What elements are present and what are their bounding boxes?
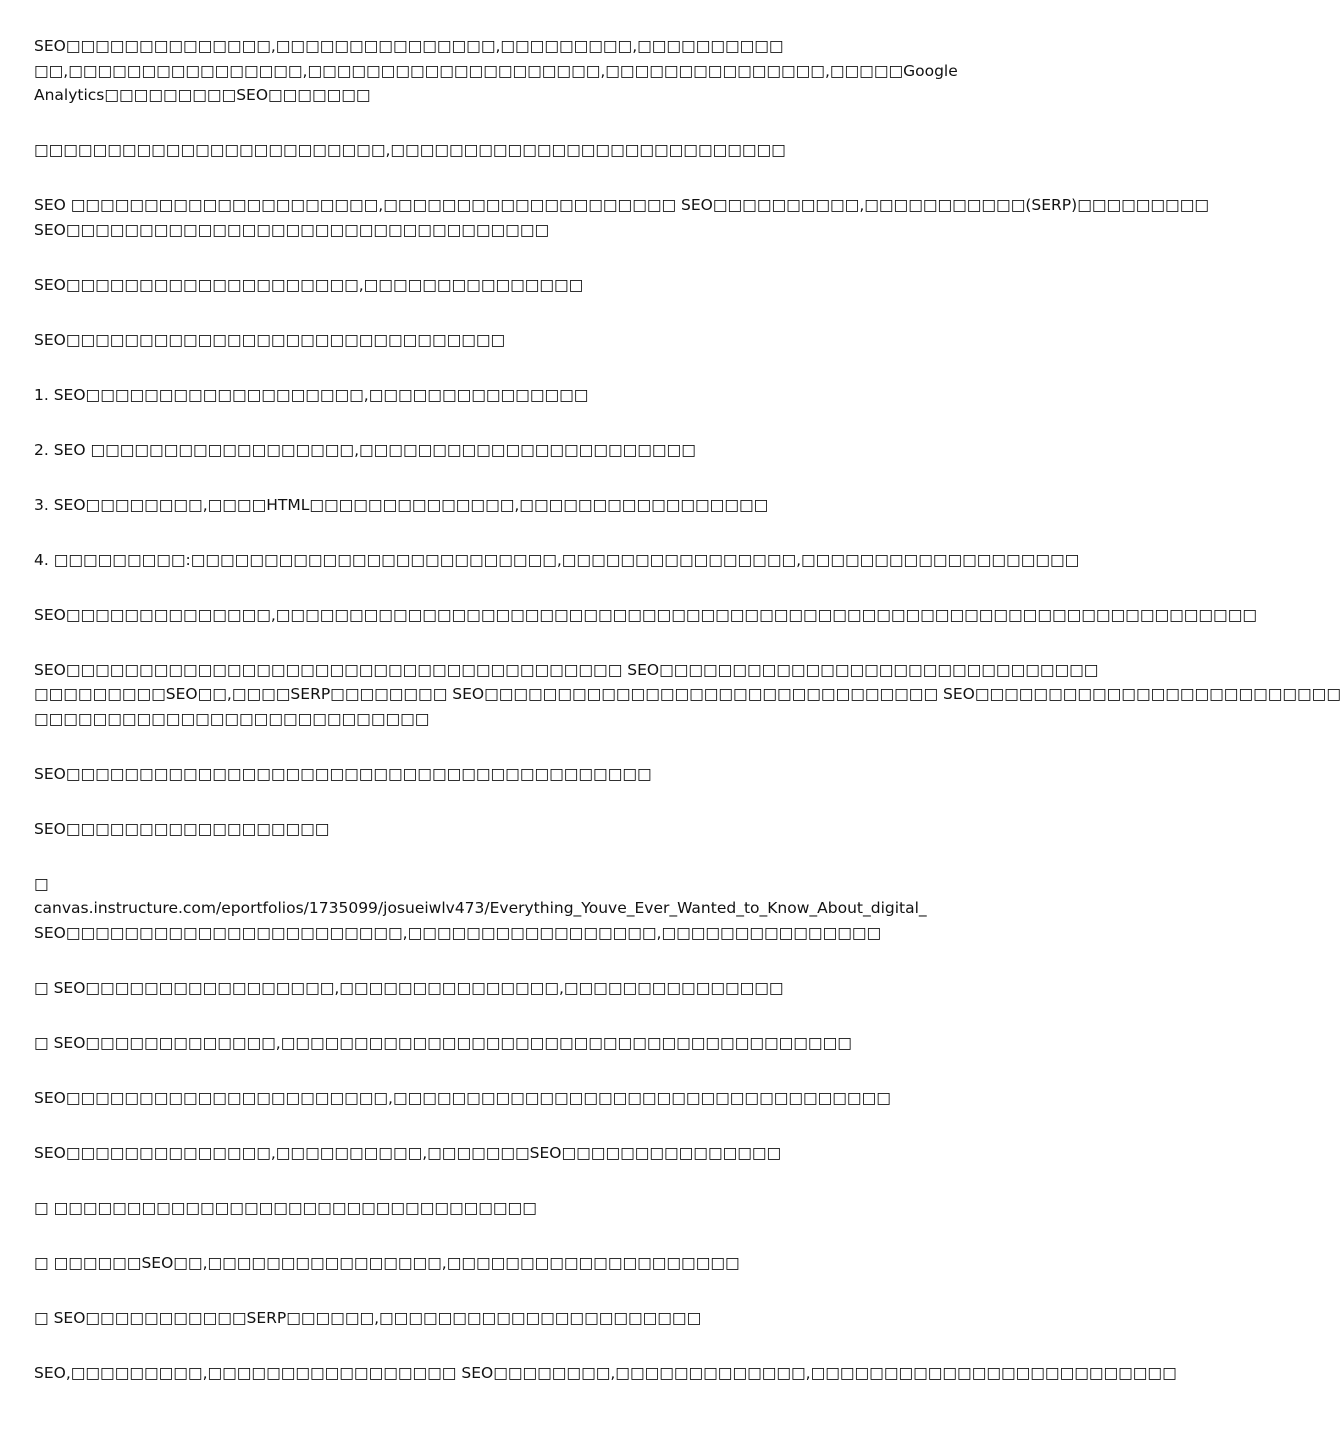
paragraph	[34, 438, 1004, 463]
text-line: SEO□□□□□□□□□□□□□□□□□□□□□□□□□□□□□□□□□□□□□□ SEO□□□□□□□□□□□□□□□□□□□□□□□□□□□□□□	[34, 660, 1099, 679]
paragraph	[34, 1141, 1004, 1166]
text-line: Analytics□□□□□□□□□SEO□□□□□□□	[34, 86, 371, 104]
text-line: □□□□□□□□□SEO□□,□□□□SERP□□□□□□□□ SEO□□□□□□□□□□□□□□□□□□□□□□□□□□□□□□□ SEO□□□□□□□□□□□□□□□□□□□□□□□□□	[34, 685, 1341, 703]
paragraph	[34, 658, 1341, 732]
text-line: SEO□□□□□□□□□□□□□□□□□□□□□□□□□□□□□□□□□	[34, 220, 550, 239]
paragraph	[34, 328, 1004, 353]
text-line: SEO □□□□□□□□□□□□□□□□□□□□□,□□□□□□□□□□□□□□□□□□□□ SEO□□□□□□□□□□,□□□□□□□□□□□(SERP)□□□□□□□□□	[34, 196, 1209, 214]
paragraph	[34, 1086, 1004, 1111]
text-line: SEO□□□□□□□□□□□□□□□□□□□□,□□□□□□□□□□□□□□□	[34, 275, 584, 294]
paragraph	[34, 1196, 1004, 1221]
paragraph	[34, 976, 1004, 1001]
paragraph	[34, 138, 1004, 163]
text-line: 4. □□□□□□□□□:□□□□□□□□□□□□□□□□□□□□□□□□□,□□□□□□□□□□□□□□□□,□□□□□□□□□□□□□□□□□□□	[34, 550, 1080, 569]
paragraph	[34, 383, 1004, 408]
text-line: □ □□□□□□SEO□□,□□□□□□□□□□□□□□□□,□□□□□□□□□□□□□□□□□□□□	[34, 1253, 740, 1272]
text-line: □	[34, 874, 49, 893]
text-line: □ □□□□□□□□□□□□□□□□□□□□□□□□□□□□□□□□□	[34, 1198, 537, 1217]
paragraph	[34, 1306, 1004, 1331]
text-line: □□□□□□□□□□□□□□□□□□□□□□□□,□□□□□□□□□□□□□□□□□□□□□□□□□□□	[34, 141, 786, 159]
text-line: 1. SEO□□□□□□□□□□□□□□□□□□□,□□□□□□□□□□□□□□□	[34, 385, 589, 404]
paragraph	[34, 1361, 1177, 1386]
text-line: 2. SEO □□□□□□□□□□□□□□□□□□,□□□□□□□□□□□□□□□□□□□□□□□	[34, 440, 696, 459]
paragraph	[34, 817, 1004, 842]
paragraph	[34, 34, 1004, 108]
text-line: □□,□□□□□□□□□□□□□□□□,□□□□□□□□□□□□□□□□□□□□,□□□□□□□□□□□□□□□,□□□□□Google	[34, 61, 958, 80]
text-line: □□□□□□□□□□□□□□□□□□□□□□□□□□□	[34, 709, 430, 728]
paragraph	[34, 1031, 1004, 1056]
paragraph	[34, 1251, 1004, 1276]
paragraph	[34, 273, 1004, 298]
text-line: SEO□□□□□□□□□□□□□□□□□□□□□□□,□□□□□□□□□□□□□□□□□,□□□□□□□□□□□□□□□	[34, 923, 882, 942]
paragraph	[34, 548, 1080, 573]
paragraph	[34, 603, 1257, 628]
text-line: □ SEO□□□□□□□□□□□□□,□□□□□□□□□□□□□□□□□□□□□□□□□□□□□□□□□□□□□□□	[34, 1033, 852, 1052]
text-line: SEO□□□□□□□□□□□□□□□□□□□□□□,□□□□□□□□□□□□□□□□□□□□□□□□□□□□□□□□□□	[34, 1088, 891, 1107]
text-line: SEO□□□□□□□□□□□□□□□□□□□□□□□□□□□□□□	[34, 330, 506, 349]
text-line: □ SEO□□□□□□□□□□□SERP□□□□□□,□□□□□□□□□□□□□□□□□□□□□□	[34, 1308, 702, 1327]
text-line: SEO,□□□□□□□□□,□□□□□□□□□□□□□□□□□ SEO□□□□□□□□,□□□□□□□□□□□□□,□□□□□□□□□□□□□□□□□□□□□□□□□	[34, 1363, 1177, 1382]
text-line: SEO□□□□□□□□□□□□□□,□□□□□□□□□□□□□□□,□□□□□□□□□,□□□□□□□□□□	[34, 37, 784, 55]
text-line: canvas.instructure.com/eportfolios/1735099/josueiwlv473/Everything_Youve_Ever_Wanted_to_Know_About_digital_	[34, 899, 927, 917]
paragraph	[34, 193, 1209, 242]
document-page	[34, 34, 1341, 1416]
text-line: SEO□□□□□□□□□□□□□□,□□□□□□□□□□,□□□□□□□SEO□□□□□□□□□□□□□□□	[34, 1143, 782, 1162]
paragraph	[34, 493, 1004, 518]
text-line: SEO□□□□□□□□□□□□□□□□□□□□□□□□□□□□□□□□□□□□□□□□	[34, 764, 652, 783]
text-line: SEO□□□□□□□□□□□□□□,□□□□□□□□□□□□□□□□□□□□□□□□□□□□□□□□□□□□□□□□□□□□□□□□□□□□□□□□□□□□□□□□□□□	[34, 605, 1257, 624]
text-line: □ SEO□□□□□□□□□□□□□□□□□,□□□□□□□□□□□□□□□,□□□□□□□□□□□□□□□	[34, 978, 784, 997]
paragraph	[34, 762, 1004, 787]
text-line: 3. SEO□□□□□□□□,□□□□HTML□□□□□□□□□□□□□□,□□□□□□□□□□□□□□□□□	[34, 495, 769, 514]
paragraph	[34, 872, 1004, 946]
text-line: SEO□□□□□□□□□□□□□□□□□□	[34, 819, 330, 838]
